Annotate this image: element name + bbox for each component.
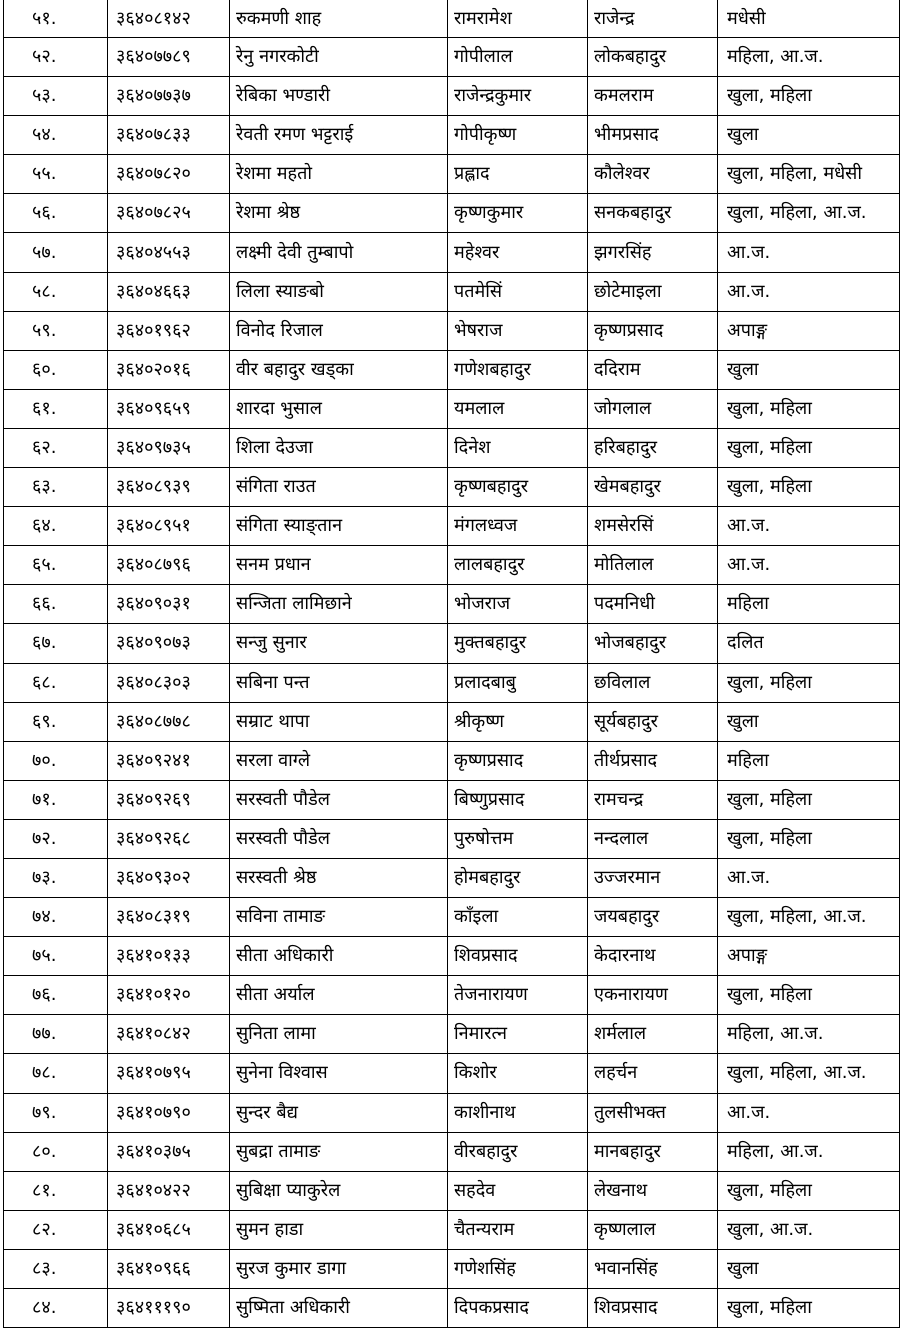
candidate-name-cell: सरस्वती पौडेल	[230, 780, 448, 819]
table-row	[4, 1093, 900, 1132]
roll-number-cell: ३६४१०७९५	[108, 1054, 230, 1093]
father-name-cell: भेषराज	[448, 311, 588, 350]
category-cell: खुला, आ.ज.	[718, 1210, 900, 1249]
candidate-name-cell: रुकमणी शाह	[230, 0, 448, 38]
grandfather-name-cell: रामचन्द्र	[588, 780, 718, 819]
candidate-name-cell: शिला देउजा	[230, 428, 448, 467]
roll-number-cell: ३६४०९२४१	[108, 741, 230, 780]
candidate-name-cell: सरस्वती पौडेल	[230, 819, 448, 858]
grandfather-name-cell: कृष्णप्रसाद	[588, 311, 718, 350]
category-cell: महिला	[718, 585, 900, 624]
candidate-list-table	[3, 0, 900, 1328]
table-row	[4, 468, 900, 507]
serial-number-cell: ७६.	[4, 976, 108, 1015]
father-name-cell: पतमेसिं	[448, 272, 588, 311]
serial-number-cell: ६७.	[4, 624, 108, 663]
grandfather-name-cell: शिवप्रसाद	[588, 1289, 718, 1328]
grandfather-name-cell: जोगलाल	[588, 389, 718, 428]
grandfather-name-cell: शमसेरसिं	[588, 507, 718, 546]
father-name-cell: काशीनाथ	[448, 1093, 588, 1132]
serial-number-cell: ५६.	[4, 194, 108, 233]
candidate-name-cell: शारदा भुसाल	[230, 389, 448, 428]
table-row	[4, 272, 900, 311]
roll-number-cell: ३६४०१९६२	[108, 311, 230, 350]
category-cell: खुला, महिला, आ.ज.	[718, 1054, 900, 1093]
roll-number-cell: ३६४०८१४२	[108, 0, 230, 38]
candidate-name-cell: सीता अधिकारी	[230, 937, 448, 976]
category-cell: खुला, महिला	[718, 976, 900, 1015]
serial-number-cell: ७५.	[4, 937, 108, 976]
roll-number-cell: ३६४१०१३३	[108, 937, 230, 976]
grandfather-name-cell: पदमनिधी	[588, 585, 718, 624]
roll-number-cell: ३६४०९०३१	[108, 585, 230, 624]
category-cell: आ.ज.	[718, 233, 900, 272]
category-cell: आ.ज.	[718, 1093, 900, 1132]
grandfather-name-cell: भीमप्रसाद	[588, 116, 718, 155]
roll-number-cell: ३६४०४६६३	[108, 272, 230, 311]
category-cell: दलित	[718, 624, 900, 663]
roll-number-cell: ३६४१११९०	[108, 1289, 230, 1328]
father-name-cell: चैतन्यराम	[448, 1210, 588, 1249]
table-row	[4, 428, 900, 467]
roll-number-cell: ३६४०९६५९	[108, 389, 230, 428]
table-row	[4, 663, 900, 702]
table-row	[4, 780, 900, 819]
grandfather-name-cell: ददिराम	[588, 350, 718, 389]
roll-number-cell: ३६४०९३०२	[108, 858, 230, 897]
roll-number-cell: ३६४१०१२०	[108, 976, 230, 1015]
table-row	[4, 976, 900, 1015]
category-cell: महिला, आ.ज.	[718, 1132, 900, 1171]
father-name-cell: रामरामेश	[448, 0, 588, 38]
father-name-cell: कृष्णबहादुर	[448, 468, 588, 507]
category-cell: खुला, महिला	[718, 468, 900, 507]
father-name-cell: लालबहादुर	[448, 546, 588, 585]
candidate-name-cell: सुनेना विश्वास	[230, 1054, 448, 1093]
candidate-name-cell: रेशमा महतो	[230, 155, 448, 194]
grandfather-name-cell: केदारनाथ	[588, 937, 718, 976]
father-name-cell: शिवप्रसाद	[448, 937, 588, 976]
father-name-cell: प्रलादबाबु	[448, 663, 588, 702]
grandfather-name-cell: तीर्थप्रसाद	[588, 741, 718, 780]
candidate-name-cell: सनम प्रधान	[230, 546, 448, 585]
table-row	[4, 898, 900, 937]
table-row	[4, 116, 900, 155]
roll-number-cell: ३६४१०६८५	[108, 1210, 230, 1249]
table-row	[4, 155, 900, 194]
candidate-name-cell: लिला स्याङबो	[230, 272, 448, 311]
serial-number-cell: ६४.	[4, 507, 108, 546]
grandfather-name-cell: मोतिलाल	[588, 546, 718, 585]
serial-number-cell: ७७.	[4, 1015, 108, 1054]
grandfather-name-cell: शर्मलाल	[588, 1015, 718, 1054]
serial-number-cell: ५९.	[4, 311, 108, 350]
roll-number-cell: ३६४०८७७८	[108, 702, 230, 741]
category-cell: महिला, आ.ज.	[718, 38, 900, 77]
table-row	[4, 350, 900, 389]
candidate-name-cell: सुमन हाडा	[230, 1210, 448, 1249]
father-name-cell: मंगलध्वज	[448, 507, 588, 546]
father-name-cell: महेश्वर	[448, 233, 588, 272]
table-row	[4, 1054, 900, 1093]
candidate-name-cell: सुबद्रा तामाङ	[230, 1132, 448, 1171]
table-row	[4, 311, 900, 350]
category-cell: खुला	[718, 116, 900, 155]
category-cell: खुला, महिला	[718, 389, 900, 428]
candidate-name-cell: संगिता स्याङ्तान	[230, 507, 448, 546]
table-row	[4, 194, 900, 233]
category-cell: महिला, आ.ज.	[718, 1015, 900, 1054]
roll-number-cell: ३६४०७८३३	[108, 116, 230, 155]
roll-number-cell: ३६४०७८२०	[108, 155, 230, 194]
roll-number-cell: ३६४०२०१६	[108, 350, 230, 389]
serial-number-cell: ७२.	[4, 819, 108, 858]
serial-number-cell: ७१.	[4, 780, 108, 819]
father-name-cell: कृष्णकुमार	[448, 194, 588, 233]
father-name-cell: किशोर	[448, 1054, 588, 1093]
serial-number-cell: ८४.	[4, 1289, 108, 1328]
father-name-cell: बिष्णुप्रसाद	[448, 780, 588, 819]
table-row	[4, 1210, 900, 1249]
table-row	[4, 77, 900, 116]
grandfather-name-cell: सनकबहादुर	[588, 194, 718, 233]
roll-number-cell: ३६४१०७९०	[108, 1093, 230, 1132]
father-name-cell: गोपीलाल	[448, 38, 588, 77]
roll-number-cell: ३६४०८९५१	[108, 507, 230, 546]
grandfather-name-cell: लहर्चन	[588, 1054, 718, 1093]
serial-number-cell: ५५.	[4, 155, 108, 194]
roll-number-cell: ३६४०९२६८	[108, 819, 230, 858]
serial-number-cell: ७४.	[4, 898, 108, 937]
candidate-name-cell: सविना तामाङ	[230, 898, 448, 937]
serial-number-cell: ५१.	[4, 0, 108, 38]
table-row	[4, 1249, 900, 1288]
candidate-name-cell: सुन्दर बैद्य	[230, 1093, 448, 1132]
candidate-name-cell: रेवती रमण भट्टराई	[230, 116, 448, 155]
candidate-name-cell: सम्राट थापा	[230, 702, 448, 741]
serial-number-cell: ७९.	[4, 1093, 108, 1132]
grandfather-name-cell: मानबहादुर	[588, 1132, 718, 1171]
category-cell: आ.ज.	[718, 507, 900, 546]
serial-number-cell: ५८.	[4, 272, 108, 311]
candidate-name-cell: सन्जु सुनार	[230, 624, 448, 663]
grandfather-name-cell: एकनारायण	[588, 976, 718, 1015]
grandfather-name-cell: कौलेश्वर	[588, 155, 718, 194]
grandfather-name-cell: भवानसिंह	[588, 1249, 718, 1288]
grandfather-name-cell: लेखनाथ	[588, 1171, 718, 1210]
roll-number-cell: ३६४०७७८९	[108, 38, 230, 77]
grandfather-name-cell: जयबहादुर	[588, 898, 718, 937]
father-name-cell: होमबहादुर	[448, 858, 588, 897]
father-name-cell: कृष्णप्रसाद	[448, 741, 588, 780]
father-name-cell: मुक्तबहादुर	[448, 624, 588, 663]
serial-number-cell: ७०.	[4, 741, 108, 780]
candidate-name-cell: लक्ष्मी देवी तुम्बापो	[230, 233, 448, 272]
father-name-cell: काँइला	[448, 898, 588, 937]
serial-number-cell: ६५.	[4, 546, 108, 585]
candidate-name-cell: संगिता राउत	[230, 468, 448, 507]
category-cell: खुला	[718, 1249, 900, 1288]
table-row	[4, 741, 900, 780]
roll-number-cell: ३६४०९०७३	[108, 624, 230, 663]
grandfather-name-cell: खेमबहादुर	[588, 468, 718, 507]
table-row	[4, 624, 900, 663]
roll-number-cell: ३६४०९७३५	[108, 428, 230, 467]
grandfather-name-cell: झगरसिंह	[588, 233, 718, 272]
category-cell: आ.ज.	[718, 858, 900, 897]
table-row	[4, 233, 900, 272]
category-cell: आ.ज.	[718, 272, 900, 311]
roll-number-cell: ३६४१०४२२	[108, 1171, 230, 1210]
table-row	[4, 858, 900, 897]
category-cell: खुला, महिला	[718, 663, 900, 702]
grandfather-name-cell: राजेन्द्र	[588, 0, 718, 38]
roll-number-cell: ३६४०८३०३	[108, 663, 230, 702]
grandfather-name-cell: सूर्यबहादुर	[588, 702, 718, 741]
category-cell: खुला	[718, 350, 900, 389]
roll-number-cell: ३६४१०३७५	[108, 1132, 230, 1171]
grandfather-name-cell: उज्जरमान	[588, 858, 718, 897]
serial-number-cell: ७३.	[4, 858, 108, 897]
father-name-cell: गणेशबहादुर	[448, 350, 588, 389]
candidate-name-cell: सबिना पन्त	[230, 663, 448, 702]
father-name-cell: प्रह्लाद	[448, 155, 588, 194]
roll-number-cell: ३६४०७७३७	[108, 77, 230, 116]
serial-number-cell: ८३.	[4, 1249, 108, 1288]
table-row	[4, 585, 900, 624]
father-name-cell: सहदेव	[448, 1171, 588, 1210]
candidate-name-cell: सुष्मिता अधिकारी	[230, 1289, 448, 1328]
table-row	[4, 507, 900, 546]
table-row	[4, 937, 900, 976]
category-cell: अपाङ्ग	[718, 937, 900, 976]
roll-number-cell: ३६४१०८४२	[108, 1015, 230, 1054]
category-cell: खुला, महिला, आ.ज.	[718, 898, 900, 937]
category-cell: खुला, महिला, मधेसी	[718, 155, 900, 194]
candidate-name-cell: वीर बहादुर खड्का	[230, 350, 448, 389]
serial-number-cell: ८१.	[4, 1171, 108, 1210]
category-cell: खुला, महिला	[718, 780, 900, 819]
candidate-name-cell: सुरज कुमार डागा	[230, 1249, 448, 1288]
table-row	[4, 819, 900, 858]
category-cell: खुला, महिला	[718, 428, 900, 467]
grandfather-name-cell: भोजबहादुर	[588, 624, 718, 663]
category-cell: खुला, महिला	[718, 77, 900, 116]
grandfather-name-cell: कमलराम	[588, 77, 718, 116]
category-cell: खुला, महिला	[718, 1171, 900, 1210]
table-row	[4, 1015, 900, 1054]
roll-number-cell: ३६४०९२६९	[108, 780, 230, 819]
category-cell: खुला	[718, 702, 900, 741]
candidate-name-cell: सन्जिता लामिछाने	[230, 585, 448, 624]
roll-number-cell: ३६४०८३१९	[108, 898, 230, 937]
grandfather-name-cell: लोकबहादुर	[588, 38, 718, 77]
father-name-cell: गोपीकृष्ण	[448, 116, 588, 155]
father-name-cell: भोजराज	[448, 585, 588, 624]
grandfather-name-cell: हरिबहादुर	[588, 428, 718, 467]
candidate-name-cell: सीता अर्याल	[230, 976, 448, 1015]
table-row	[4, 1289, 900, 1328]
candidate-name-cell: सुनिता लामा	[230, 1015, 448, 1054]
father-name-cell: वीरबहादुर	[448, 1132, 588, 1171]
table-row	[4, 0, 900, 38]
grandfather-name-cell: नन्दलाल	[588, 819, 718, 858]
grandfather-name-cell: छविलाल	[588, 663, 718, 702]
father-name-cell: तेजनारायण	[448, 976, 588, 1015]
candidate-name-cell: सरस्वती श्रेष्ठ	[230, 858, 448, 897]
category-cell: खुला, महिला	[718, 1289, 900, 1328]
roll-number-cell: ३६४०७८२५	[108, 194, 230, 233]
serial-number-cell: ५४.	[4, 116, 108, 155]
category-cell: आ.ज.	[718, 546, 900, 585]
father-name-cell: श्रीकृष्ण	[448, 702, 588, 741]
table-row	[4, 38, 900, 77]
table-row	[4, 1171, 900, 1210]
father-name-cell: गणेशसिंह	[448, 1249, 588, 1288]
father-name-cell: यमलाल	[448, 389, 588, 428]
serial-number-cell: ८०.	[4, 1132, 108, 1171]
candidate-name-cell: विनोद रिजाल	[230, 311, 448, 350]
serial-number-cell: ६६.	[4, 585, 108, 624]
serial-number-cell: ६८.	[4, 663, 108, 702]
father-name-cell: निमारत्न	[448, 1015, 588, 1054]
category-cell: अपाङ्ग	[718, 311, 900, 350]
candidate-name-cell: सरला वाग्ले	[230, 741, 448, 780]
table-row	[4, 546, 900, 585]
serial-number-cell: ६३.	[4, 468, 108, 507]
table-row	[4, 702, 900, 741]
roll-number-cell: ३६४०८७९६	[108, 546, 230, 585]
serial-number-cell: ६१.	[4, 389, 108, 428]
serial-number-cell: ६०.	[4, 350, 108, 389]
father-name-cell: राजेन्द्रकुमार	[448, 77, 588, 116]
category-cell: खुला, महिला	[718, 819, 900, 858]
roll-number-cell: ३६४०४५५३	[108, 233, 230, 272]
table-row	[4, 1132, 900, 1171]
grandfather-name-cell: कृष्णलाल	[588, 1210, 718, 1249]
serial-number-cell: ५२.	[4, 38, 108, 77]
roll-number-cell: ३६४०८९३९	[108, 468, 230, 507]
serial-number-cell: ६९.	[4, 702, 108, 741]
candidate-name-cell: रेशमा श्रेष्ठ	[230, 194, 448, 233]
roll-number-cell: ३६४१०९६६	[108, 1249, 230, 1288]
father-name-cell: पुरुषोत्तम	[448, 819, 588, 858]
serial-number-cell: ५७.	[4, 233, 108, 272]
grandfather-name-cell: तुलसीभक्त	[588, 1093, 718, 1132]
category-cell: खुला, महिला, आ.ज.	[718, 194, 900, 233]
father-name-cell: दिपकप्रसाद	[448, 1289, 588, 1328]
candidate-name-cell: रेबिका भण्डारी	[230, 77, 448, 116]
candidate-name-cell: सुबिक्षा प्याकुरेल	[230, 1171, 448, 1210]
serial-number-cell: ५३.	[4, 77, 108, 116]
category-cell: महिला	[718, 741, 900, 780]
serial-number-cell: ८२.	[4, 1210, 108, 1249]
serial-number-cell: ६२.	[4, 428, 108, 467]
table-row	[4, 389, 900, 428]
category-cell: मधेसी	[718, 0, 900, 38]
grandfather-name-cell: छोटेमाइला	[588, 272, 718, 311]
father-name-cell: दिनेश	[448, 428, 588, 467]
candidate-list-body	[4, 0, 900, 1328]
serial-number-cell: ७८.	[4, 1054, 108, 1093]
candidate-name-cell: रेनु नगरकोटी	[230, 38, 448, 77]
